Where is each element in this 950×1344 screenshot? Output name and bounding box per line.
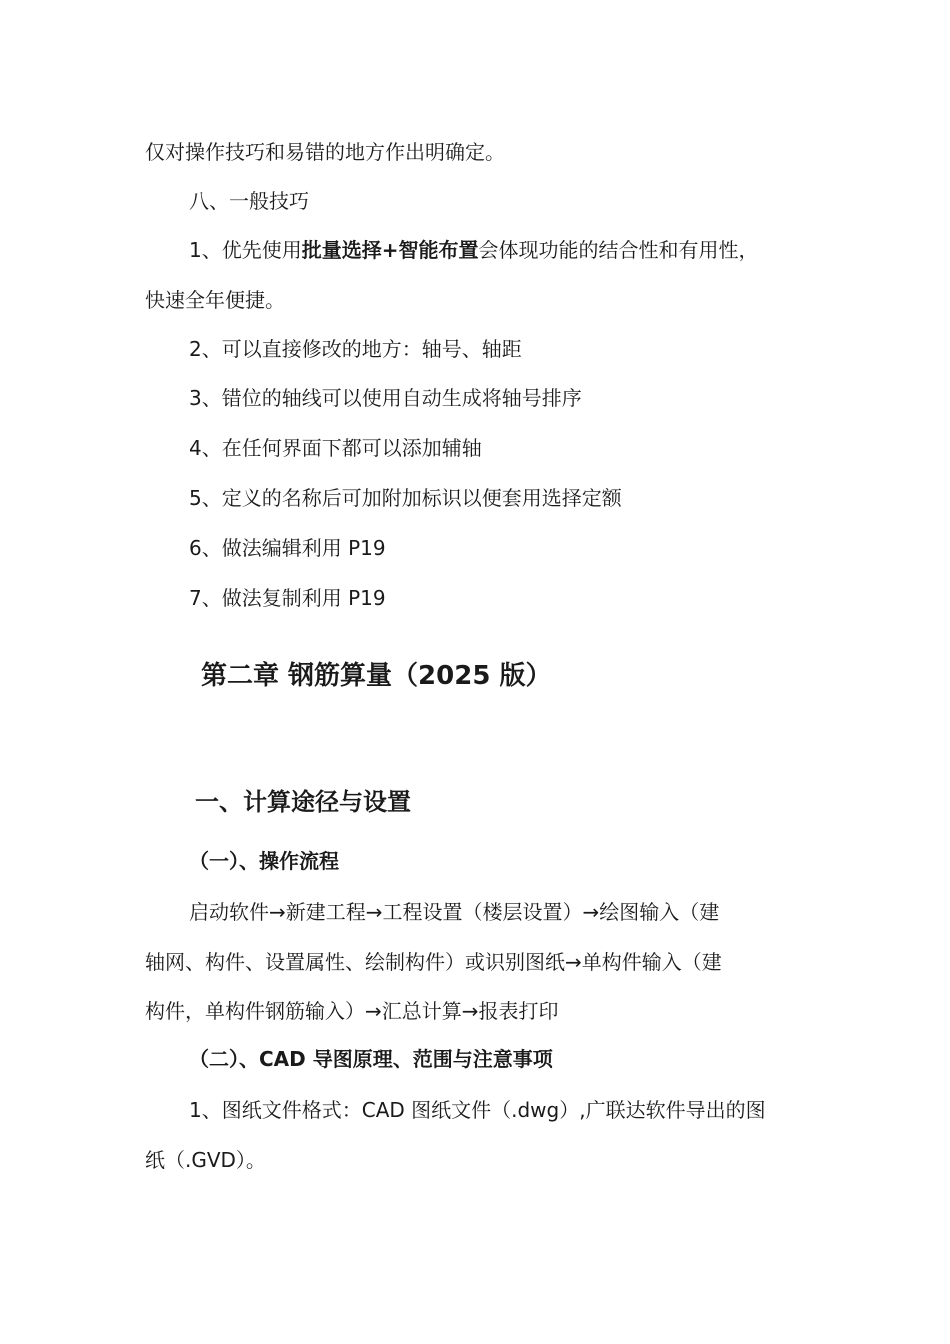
tip-5: 5、定义的名称后可加附加标识以便套用选择定额	[189, 486, 622, 510]
subheading-cad: （二）、CAD 导图原理、范围与注意事项	[189, 1047, 553, 1071]
workflow-line-1: 启动软件→新建工程→工程设置（楼层设置）→绘图输入（建	[189, 900, 720, 924]
subheading-workflow: （一）、操作流程	[189, 849, 339, 873]
tip-1-bold: 批量选择+智能布置	[301, 238, 479, 262]
cad-line-2: 纸（.GVD）。	[145, 1148, 266, 1172]
tip-6: 6、做法编辑利用 P19	[189, 536, 386, 560]
tip-1-prefix: 1、优先使用	[189, 238, 302, 262]
paragraph-intro: 仅对操作技巧和易错的地方作出明确定。	[145, 140, 505, 164]
tip-4: 4、在任何界面下都可以添加辅轴	[189, 436, 482, 460]
tip-2: 2、可以直接修改的地方：轴号、轴距	[189, 337, 522, 361]
tip-7: 7、做法复制利用 P19	[189, 586, 386, 610]
workflow-line-3: 构件，单构件钢筋输入）→汇总计算→报表打印	[145, 999, 559, 1023]
tip-1-continuation: 快速全年便捷。	[145, 288, 285, 312]
tip-1	[189, 237, 759, 263]
section-heading: 一、计算途径与设置	[195, 788, 411, 816]
heading-general-tips: 八、一般技巧	[189, 189, 309, 213]
chapter-title: 第二章 钢筋算量（2025 版）	[201, 661, 552, 691]
tip-1-suffix: 会体现功能的结合性和有用性，	[478, 238, 759, 262]
workflow-line-2: 轴网、构件、设置属性、绘制构件）或识别图纸→单构件输入（建	[145, 950, 722, 974]
tip-3: 3、错位的轴线可以使用自动生成将轴号排序	[189, 386, 582, 410]
cad-line-1: 1、图纸文件格式：CAD 图纸文件（.dwg）,广联达软件导出的图	[189, 1098, 766, 1122]
